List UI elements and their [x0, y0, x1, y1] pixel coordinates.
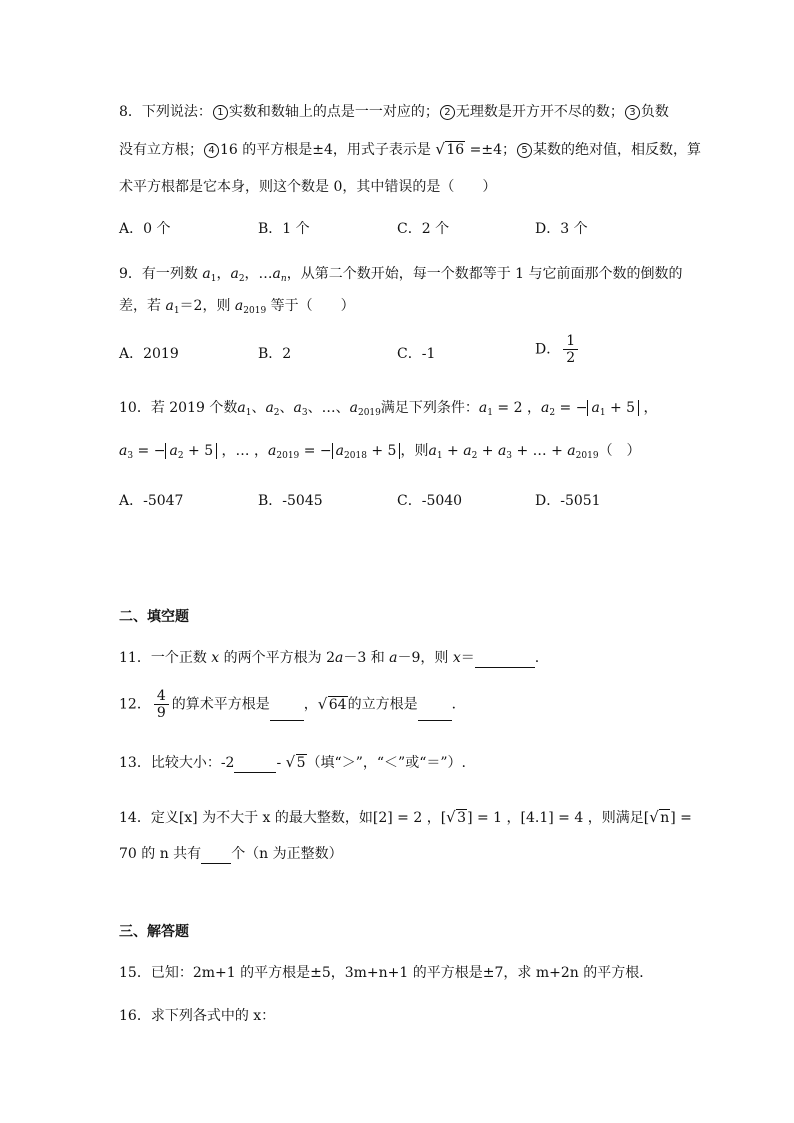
q9-option-d: D． $\frac{1}{2}$: [535, 333, 581, 366]
circled-number: 5: [517, 143, 532, 158]
square-root: √ 16: [436, 140, 465, 160]
q9-line-1: 9．有一列数 $a_1$，$a_2$，$\dots a_n$，从第二个数开始，每一个数都等于 1 与它前面那个数的倒数的: [119, 266, 683, 284]
q8-option-a: A．0 个: [119, 221, 171, 237]
answer-blank[interactable]: [234, 758, 276, 773]
q9-option-a: A．2019: [119, 346, 179, 362]
q8-option-b: B．1 个: [258, 221, 310, 237]
circled-number: 3: [625, 105, 640, 120]
q13-line: 13．比较大小：-2 - √ 5（填“＞”，“＜”或“＝”）.: [119, 753, 466, 773]
q9-line-2: 差，若 $a_1=2$，则 $a_{2019}$ 等于（ ）: [119, 298, 355, 316]
q10-option-c: C．-5040: [397, 493, 463, 509]
q10-option-a: A．-5047: [119, 493, 184, 509]
square-root: √ 3: [447, 808, 467, 828]
q14-line-1: 14．定义[x] 为不大于 x 的最大整数，如[2] = 2 ，[√ 3] = 1 ，[4.1] = 4 ，则满足[√ n] =: [119, 808, 692, 828]
q8-option-d: D．3 个: [535, 221, 588, 237]
q9-option-b: B．2: [258, 346, 292, 362]
section-heading-answers: 三、解答题: [119, 924, 189, 940]
fraction: $\frac{1}{2}$: [563, 333, 578, 366]
q10-line-1: 10．若 2019 个数$a_1$、$a_2$、$a_3$、…、$a_{2019}$满足下列条件：$a_1 = 2$ ，$a_2$ = − $a_1 + 5$ ，: [119, 400, 658, 418]
circled-number: 4: [204, 143, 219, 158]
q9-option-c: C．-1: [397, 346, 436, 362]
q15-line: 15．已知：2m+1 的平方根是±5，3m+n+1 的平方根是±7，求 m+2n 的平方根．: [119, 965, 654, 981]
q8-line-3: 术平方根都是它本身，则这个数是 0，其中错误的是（ ）: [119, 179, 497, 195]
answer-blank[interactable]: [201, 849, 231, 864]
q14-line-2: 70 的 n 共有 个（n 为正整数）: [119, 846, 343, 862]
square-root: √ n: [650, 808, 670, 828]
q16-line: 16．求下列各式中的 x：: [119, 1008, 276, 1024]
q10-option-b: B．-5045: [258, 493, 323, 509]
q8-line-2: 没有立方根； 4 16 的平方根是±4，用式子表示是 √ 16 =±4； 5 某数的绝对值，相反数，算: [119, 140, 701, 160]
fraction: $\frac{4}{9}$: [154, 688, 169, 721]
q10-option-d: D．-5051: [535, 493, 601, 509]
q11-line: 11．一个正数 x 的两个平方根为 2a－3 和 a－9，则 x＝ .: [119, 650, 540, 666]
square-root: √ 64: [319, 695, 348, 715]
answer-blank[interactable]: [418, 706, 452, 721]
q8-line-1: 8．下列说法： 1 实数和数轴上的点是一一对应的； 2 无理数是开方开不尽的数； 3 负数: [119, 104, 669, 120]
answer-blank[interactable]: [270, 706, 304, 721]
q10-line-2: $a_3$ = − $a_2 + 5$ ，… ，$a_{2019}$ = − $a_{2018} + 5$ ，则$a_1 + a_2 + a_3$ + … + $a_{2019}$（ ）: [119, 443, 641, 461]
circled-number: 2: [440, 105, 455, 120]
q8-option-c: C．2 个: [397, 221, 450, 237]
answer-blank[interactable]: [475, 653, 535, 668]
circled-number: 1: [213, 105, 228, 120]
q12-line: 12． $\frac{4}{9}$ 的算术平方根是 ，√ 64的立方根是 ．: [119, 688, 466, 721]
section-heading-fill-in: 二、填空题: [119, 609, 189, 625]
square-root: √ 5: [287, 753, 307, 773]
